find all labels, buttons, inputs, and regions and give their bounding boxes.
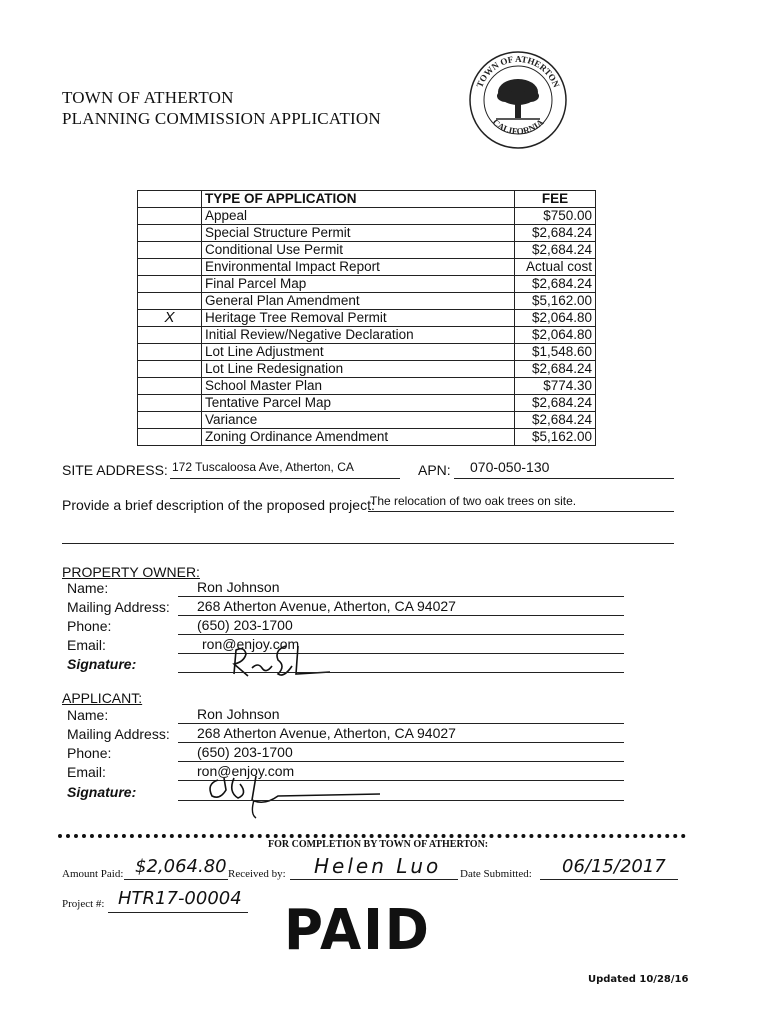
applicant-phone-label: Phone: [67,745,112,761]
application-fee: $5,162.00 [515,429,596,446]
owner-phone-field[interactable]: (650) 203-1700 [197,617,293,633]
apn-label: APN: [418,462,451,478]
application-type: Final Parcel Map [202,276,515,293]
application-checkbox[interactable] [138,259,202,276]
application-type: Variance [202,412,515,429]
type-column-header: TYPE OF APPLICATION [202,191,515,208]
application-checkbox[interactable] [138,208,202,225]
table-row [138,310,596,327]
applicant-name-field[interactable]: Ron Johnson [197,706,280,722]
application-type: Tentative Parcel Map [202,395,515,412]
description-underline-2 [62,543,674,544]
application-type: General Plan Amendment [202,293,515,310]
application-fee: $5,162.00 [515,293,596,310]
applicant-heading: APPLICANT: [62,690,143,706]
table-row [138,242,596,259]
application-type: Lot Line Adjustment [202,344,515,361]
application-checkbox[interactable]: X [138,310,202,327]
applicant-phone-field[interactable]: (650) 203-1700 [197,744,293,760]
form-title-town: TOWN OF ATHERTON [62,88,234,107]
applicant-name-underline [178,723,624,724]
site-address-field[interactable]: 172 Tuscaloosa Ave, Atherton, CA [172,460,354,474]
applicant-email-field[interactable]: ron@enjoy.com [197,763,295,779]
applicant-signature-label: Signature: [67,784,137,800]
applicant-name-label: Name: [67,707,109,723]
application-type: School Master Plan [202,378,515,395]
application-checkbox[interactable] [138,327,202,344]
amount-paid-underline [124,879,228,880]
application-type: Zoning Ordinance Amendment [202,429,515,446]
owner-phone-underline [178,634,624,635]
application-type: Initial Review/Negative Declaration [202,327,515,344]
table-row [138,361,596,378]
apn-field[interactable]: 070-050-130 [470,459,550,475]
applicant-mailing-underline [178,742,624,743]
application-checkbox[interactable] [138,395,202,412]
owner-phone-label: Phone: [67,618,112,634]
applicant-signature-image [204,770,384,822]
applicant-mailing-label: Mailing Address: [67,726,170,742]
svg-text:CALIFORNIA: CALIFORNIA [490,117,546,137]
application-checkbox[interactable] [138,242,202,259]
application-fee: $2,684.24 [515,361,596,378]
application-checkbox[interactable] [138,344,202,361]
project-description-field[interactable]: The relocation of two oak trees on site. [370,494,577,508]
updated-date: Updated 10/28/16 [588,974,689,985]
table-header-row [138,191,596,208]
town-seal-logo [468,50,568,150]
owner-mailing-field[interactable]: 268 Atherton Avenue, Atherton, CA 94027 [197,598,456,614]
form-title-application: PLANNING COMMISSION APPLICATION [62,109,381,128]
application-type: Appeal [202,208,515,225]
application-checkbox[interactable] [138,225,202,242]
project-number-value[interactable]: HTR17-00004 [118,888,242,909]
application-checkbox[interactable] [138,361,202,378]
table-row [138,395,596,412]
application-fee: $774.30 [515,378,596,395]
owner-mailing-underline [178,615,624,616]
table-row [138,208,596,225]
amount-paid-value[interactable]: $2,064.80 [135,856,227,877]
amount-paid-label: Amount Paid: [62,868,124,880]
application-type: Lot Line Redesignation [202,361,515,378]
date-submitted-value[interactable]: 06/15/2017 [562,856,666,877]
applicant-email-label: Email: [67,764,106,780]
application-type: Special Structure Permit [202,225,515,242]
application-fee: $2,064.80 [515,327,596,344]
project-number-underline [108,912,248,913]
application-fee: $1,548.60 [515,344,596,361]
table-row [138,327,596,344]
table-row [138,412,596,429]
application-type: Environmental Impact Report [202,259,515,276]
table-row [138,344,596,361]
application-checkbox[interactable] [138,293,202,310]
site-address-underline [170,478,400,479]
project-description-label: Provide a brief description of the proposed project: [62,497,375,513]
owner-signature-underline [178,672,624,673]
owner-name-underline [178,596,624,597]
applicant-mailing-field[interactable]: 268 Atherton Avenue, Atherton, CA 94027 [197,725,456,741]
table-row [138,378,596,395]
application-checkbox[interactable] [138,429,202,446]
received-by-value[interactable]: Helen Luo [314,854,442,878]
application-fee: $2,684.24 [515,225,596,242]
table-row [138,276,596,293]
application-checkbox[interactable] [138,412,202,429]
date-submitted-label: Date Submitted: [460,868,532,880]
received-by-label: Received by: [228,868,286,880]
application-fee: $2,684.24 [515,395,596,412]
apn-underline [454,478,674,479]
site-address-label: SITE ADDRESS: [62,462,168,478]
application-type: Conditional Use Permit [202,242,515,259]
project-number-label: Project #: [62,898,105,910]
owner-mailing-label: Mailing Address: [67,599,170,615]
application-fee: $2,684.24 [515,412,596,429]
application-checkbox[interactable] [138,276,202,293]
application-fee: $2,684.24 [515,242,596,259]
table-row [138,225,596,242]
svg-text:TOWN OF ATHERTON: TOWN OF ATHERTON [474,53,562,89]
owner-name-field[interactable]: Ron Johnson [197,579,280,595]
owner-name-label: Name: [67,580,109,596]
application-fee: $750.00 [515,208,596,225]
description-underline-1 [368,511,674,512]
application-fee: Actual cost [515,259,596,276]
fee-column-header: FEE [515,191,596,208]
town-completion-heading: FOR COMPLETION BY TOWN OF ATHERTON: [268,839,489,850]
date-submitted-underline [540,879,678,880]
application-checkbox[interactable] [138,378,202,395]
application-fee: $2,064.80 [515,310,596,327]
paid-stamp: PAID [284,898,431,963]
table-row [138,429,596,446]
application-fee-table [137,190,596,446]
owner-email-field[interactable]: ron@enjoy.com [202,636,300,652]
owner-signature-label: Signature: [67,656,137,672]
checkbox-column-header [138,191,202,208]
applicant-signature-underline [178,800,624,801]
table-row [138,293,596,310]
owner-email-label: Email: [67,637,106,653]
applicant-phone-underline [178,761,624,762]
owner-signature-image [226,640,336,680]
table-row [138,259,596,276]
property-owner-heading: PROPERTY OWNER: [62,564,200,580]
application-fee: $2,684.24 [515,276,596,293]
received-by-underline [290,879,458,880]
application-type: Heritage Tree Removal Permit [202,310,515,327]
